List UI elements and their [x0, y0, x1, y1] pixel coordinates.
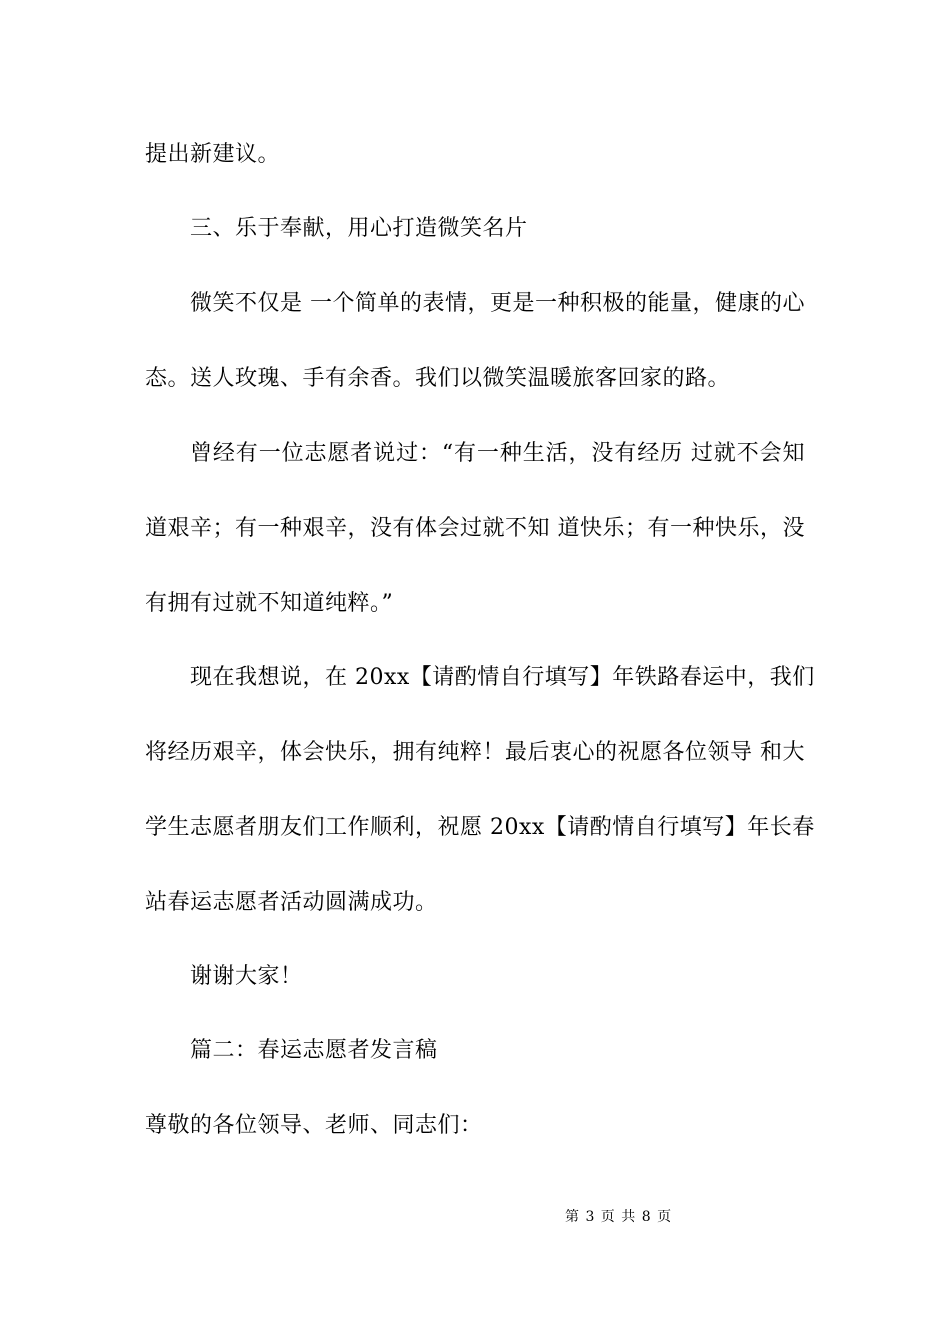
paragraph-line-9: 将经历艰辛，体会快乐，拥有纯粹！最后衷心的祝愿各位领导 和大: [145, 740, 805, 765]
paragraph-line-10: 学生志愿者朋友们工作顺利，祝愿 20xx【请酌情自行填写】年长春: [145, 815, 815, 840]
paragraph-line-3: 微笑不仅是 一个简单的表情，更是一种积极的能量，健康的心: [190, 291, 805, 316]
paragraph-line-7: 有拥有过就不知道纯粹。”: [145, 591, 394, 616]
paragraph-line-8: 现在我想说，在 20xx【请酌情自行填写】年铁路春运中，我们: [190, 665, 815, 690]
section-heading-part-two: 篇二：春运志愿者发言稿: [190, 1038, 438, 1063]
paragraph-line-1: 提出新建议。: [145, 142, 281, 167]
paragraph-line-5: 曾经有一位志愿者说过：“有一种生活，没有经历 过就不会知: [190, 441, 805, 466]
salutation-line: 尊敬的各位领导、老师、同志们：: [145, 1113, 483, 1138]
closing-thanks: 谢谢大家！: [190, 964, 303, 989]
page-footer: 第 3 页 共 8 页: [565, 1209, 673, 1225]
paragraph-line-4: 态。送人玫瑰、手有余香。我们以微笑温暖旅客回家的路。: [145, 366, 731, 391]
paragraph-line-6: 道艰辛；有一种艰辛，没有体会过就不知 道快乐；有一种快乐，没: [145, 516, 805, 541]
section-heading-three: 三、乐于奉献，用心打造微笑名片: [190, 216, 528, 241]
paragraph-line-11: 站春运志愿者活动圆满成功。: [145, 890, 438, 915]
